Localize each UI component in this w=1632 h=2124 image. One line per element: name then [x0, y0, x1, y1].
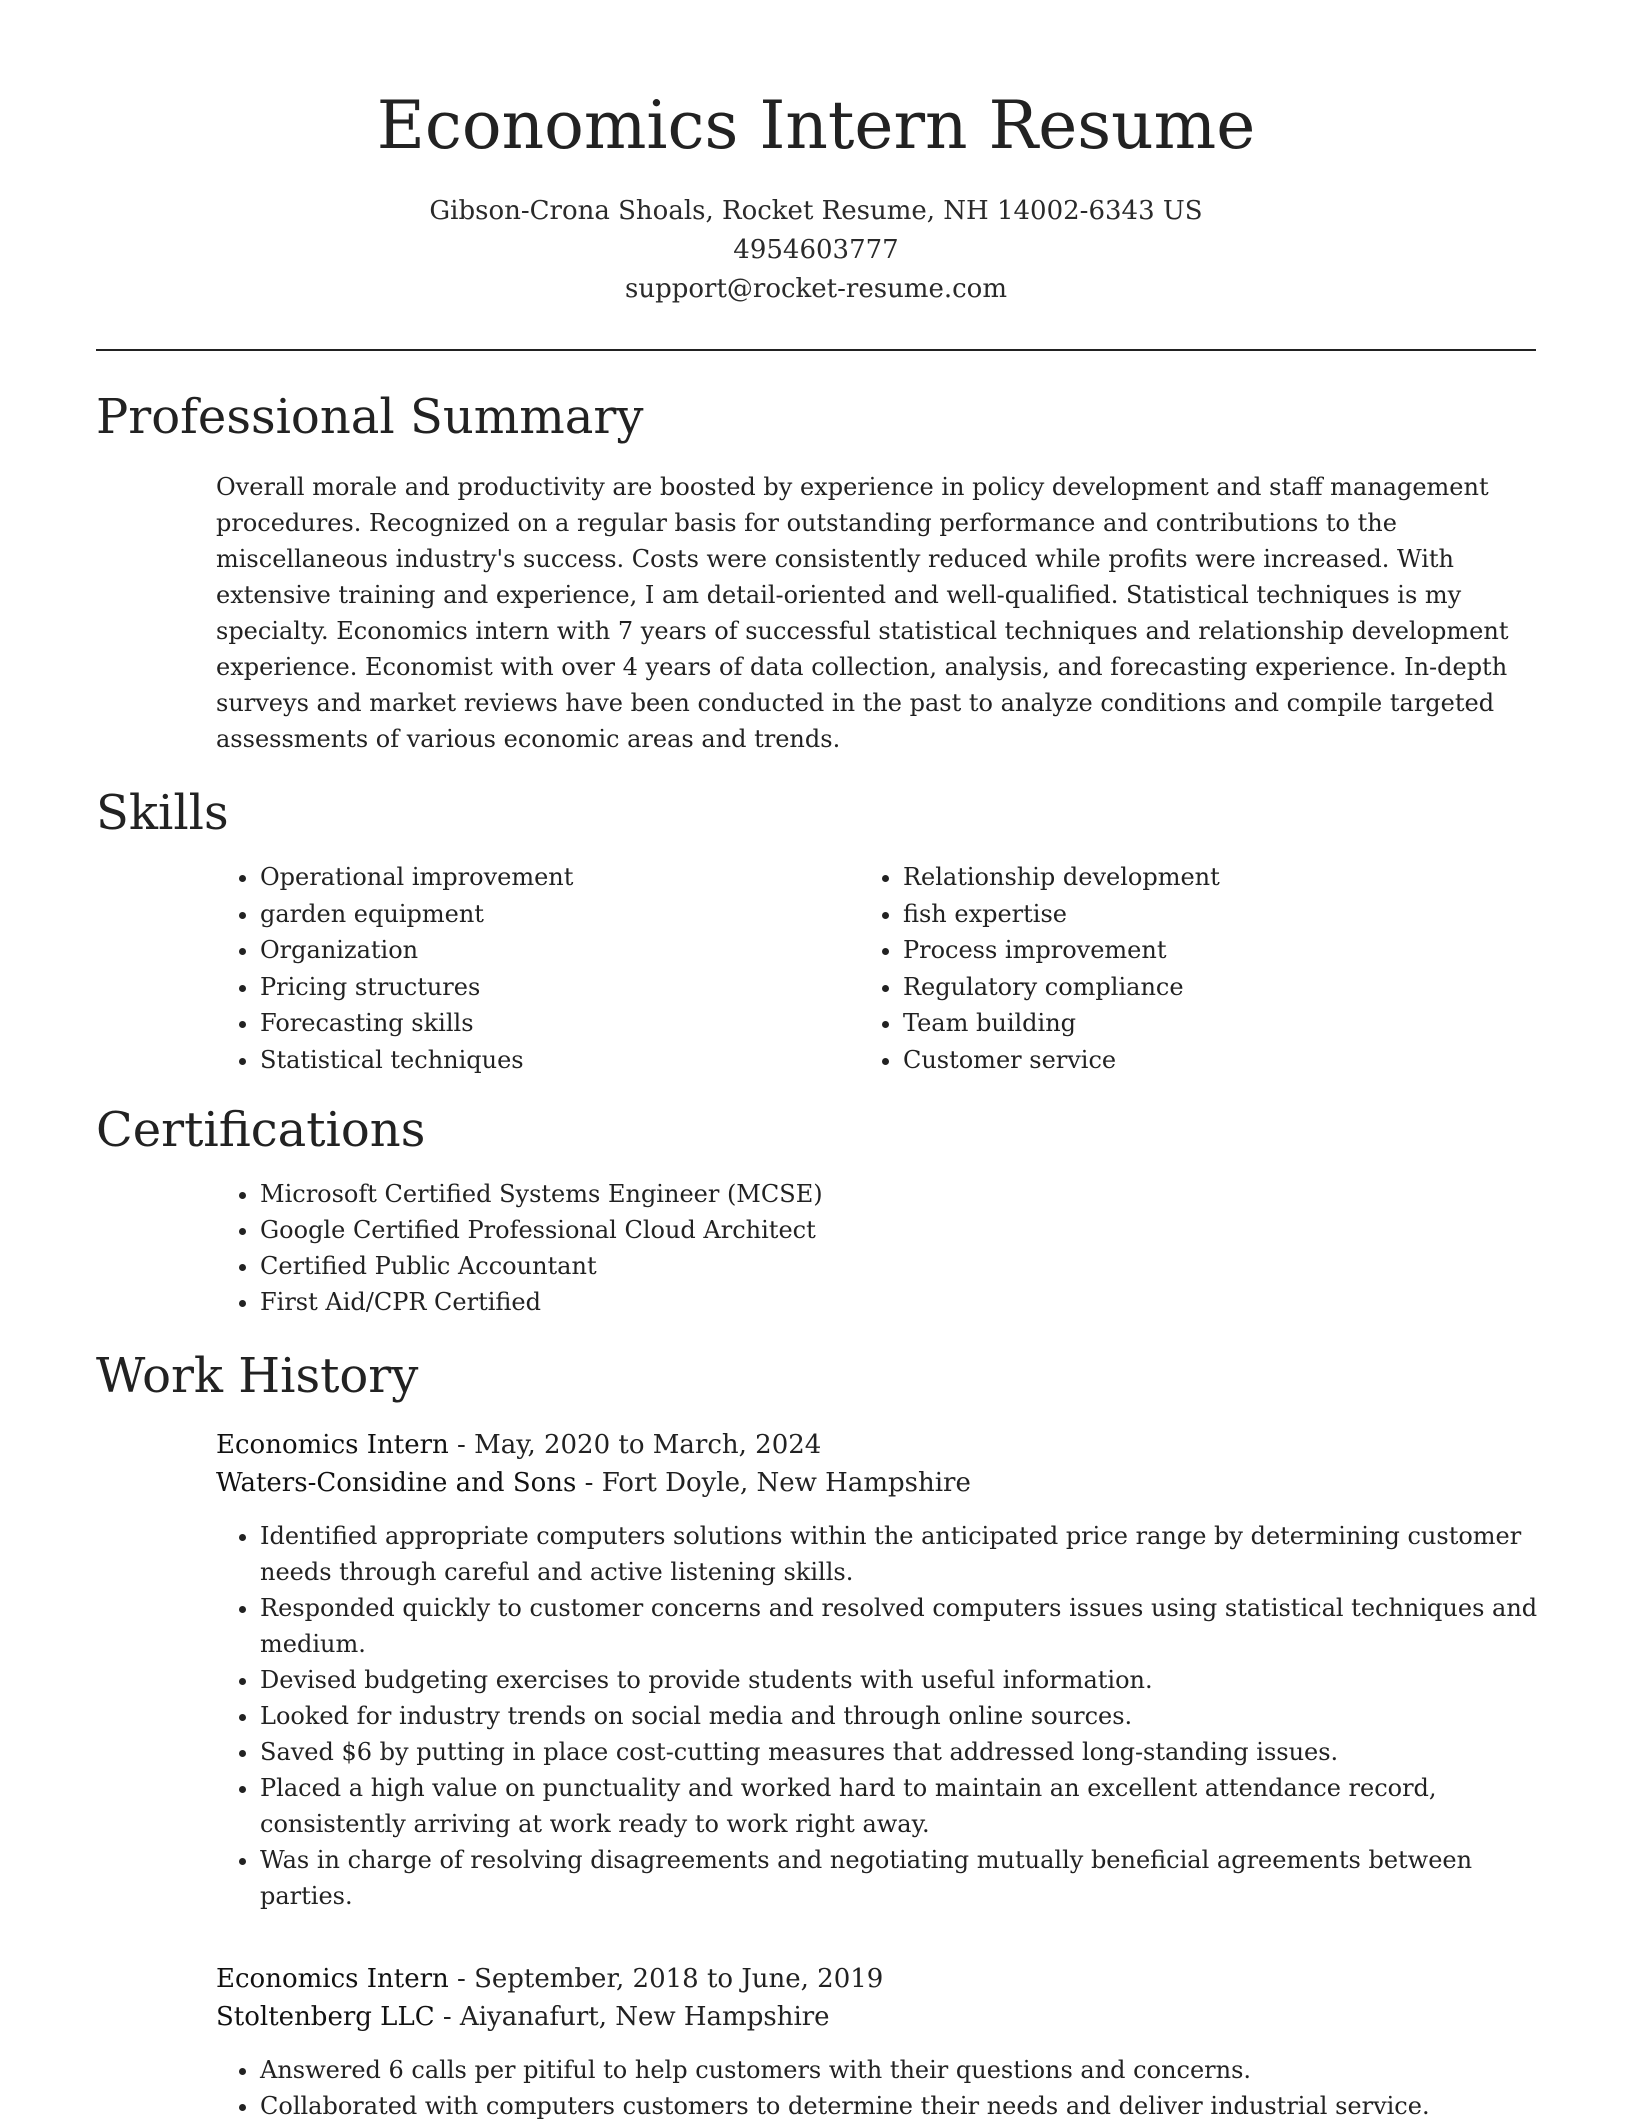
- contact-block: [96, 192, 1536, 309]
- job-bullet: • Collaborated with computers customers to determine their needs and deliver industrial service.: [260, 2088, 1540, 2124]
- skill-item: • Operational improvement: [260, 859, 903, 896]
- certification-item: • Certified Public Accountant: [260, 1248, 1536, 1284]
- header-divider: [96, 349, 1536, 351]
- resume-page: [96, 0, 1536, 2124]
- job-location: - Aiyanafurt, New Hampshire: [434, 2002, 830, 2032]
- skills-list-right: [903, 859, 1536, 1078]
- skill-item: • Forecasting skills: [260, 1005, 903, 1042]
- job-bullet: • Responded quickly to customer concerns and resolved computers issues using statistical techniques and medium.: [260, 1590, 1540, 1662]
- job-company-line: [216, 1998, 1536, 2036]
- skills-grid: [96, 859, 1536, 1078]
- job-bullet: • Devised budgeting exercises to provide students with useful information.: [260, 1662, 1540, 1698]
- job-bullet: • Saved $6 by putting in place cost-cutting measures that addressed long-standing issues.: [260, 1734, 1540, 1770]
- certifications-list: [96, 1176, 1536, 1320]
- contact-phone: 4954603777: [733, 235, 899, 265]
- job-title-line: [216, 1426, 1536, 1464]
- certification-item: • Microsoft Certified Systems Engineer (MCSE): [260, 1176, 1536, 1212]
- skill-item: • Process improvement: [903, 932, 1536, 969]
- job-bullet: • Placed a high value on punctuality and worked hard to maintain an excellent attendance record, consistently arriving at work ready to work right away.: [260, 1770, 1540, 1842]
- job-dates: - May, 2020 to March, 2024: [448, 1430, 822, 1460]
- skill-item: • Statistical techniques: [260, 1042, 903, 1079]
- skill-item: • Pricing structures: [260, 969, 903, 1006]
- work-history-heading: Work History: [96, 1348, 419, 1404]
- skill-item: • Regulatory compliance: [903, 969, 1536, 1006]
- job-title: Economics Intern: [216, 1430, 449, 1460]
- contact-email: support@rocket-resume.com: [624, 274, 1007, 304]
- job-bullet: • Looked for industry trends on social media and through online sources.: [260, 1698, 1540, 1734]
- contact-address: Gibson-Crona Shoals, Rocket Resume, NH 14002-6343 US: [429, 196, 1203, 226]
- job-title-line: [216, 1960, 1536, 1998]
- job-bullet: • Was in charge of resolving disagreements and negotiating mutually beneficial agreements between parties.: [260, 1842, 1540, 1914]
- job-company-line: [216, 1464, 1536, 1502]
- job-dates: - September, 2018 to June, 2019: [448, 1964, 884, 1994]
- job-title: Economics Intern: [216, 1964, 449, 1994]
- job-entry: [216, 1426, 1536, 1914]
- job-location: - Fort Doyle, New Hampshire: [576, 1468, 971, 1498]
- skill-item: • Customer service: [903, 1042, 1536, 1079]
- summary-text: Overall morale and productivity are boosted by experience in policy development and staff management procedures. Recognized on a regular basis for outstanding performance and contributions to the miscellaneous industry's success. Costs were consistently reduced while profits were increased. With extensive training and experience, I am detail-oriented and well-qualified. Statistical techniques is my specialty. Economics intern with 7 years of successful statistical techniques and relationship development experience. Economist with over 4 years of data collection, analysis, and forecasting experience. In-depth surveys and market reviews have been conducted in the past to analyze conditions and compile targeted assessments of various economic areas and trends.: [216, 473, 1509, 753]
- skill-item: • Relationship development: [903, 859, 1536, 896]
- summary-heading: Professional Summary: [96, 389, 644, 445]
- skills-heading: Skills: [96, 785, 229, 841]
- skills-list-left: [96, 859, 903, 1078]
- certification-item: • First Aid/CPR Certified: [260, 1284, 1536, 1320]
- job-bullets: [216, 1518, 1540, 1914]
- job-bullet: • Answered 6 calls per pitiful to help customers with their questions and concerns.: [260, 2052, 1540, 2088]
- skill-item: • Organization: [260, 932, 903, 969]
- job-company: Waters-Considine and Sons: [216, 1468, 577, 1498]
- skill-item: • Team building: [903, 1005, 1536, 1042]
- job-entry: [216, 1960, 1536, 2124]
- skill-item: • fish expertise: [903, 896, 1536, 933]
- certification-item: • Google Certified Professional Cloud Architect: [260, 1212, 1536, 1248]
- certifications-heading: Certifications: [96, 1102, 426, 1158]
- resume-title: Economics Intern Resume: [376, 87, 1256, 164]
- job-bullet: • Identified appropriate computers solutions within the anticipated price range by determining customer needs through careful and active listening skills.: [260, 1518, 1540, 1590]
- job-bullets: [216, 2052, 1540, 2124]
- job-company: Stoltenberg LLC: [216, 2002, 435, 2032]
- skill-item: • garden equipment: [260, 896, 903, 933]
